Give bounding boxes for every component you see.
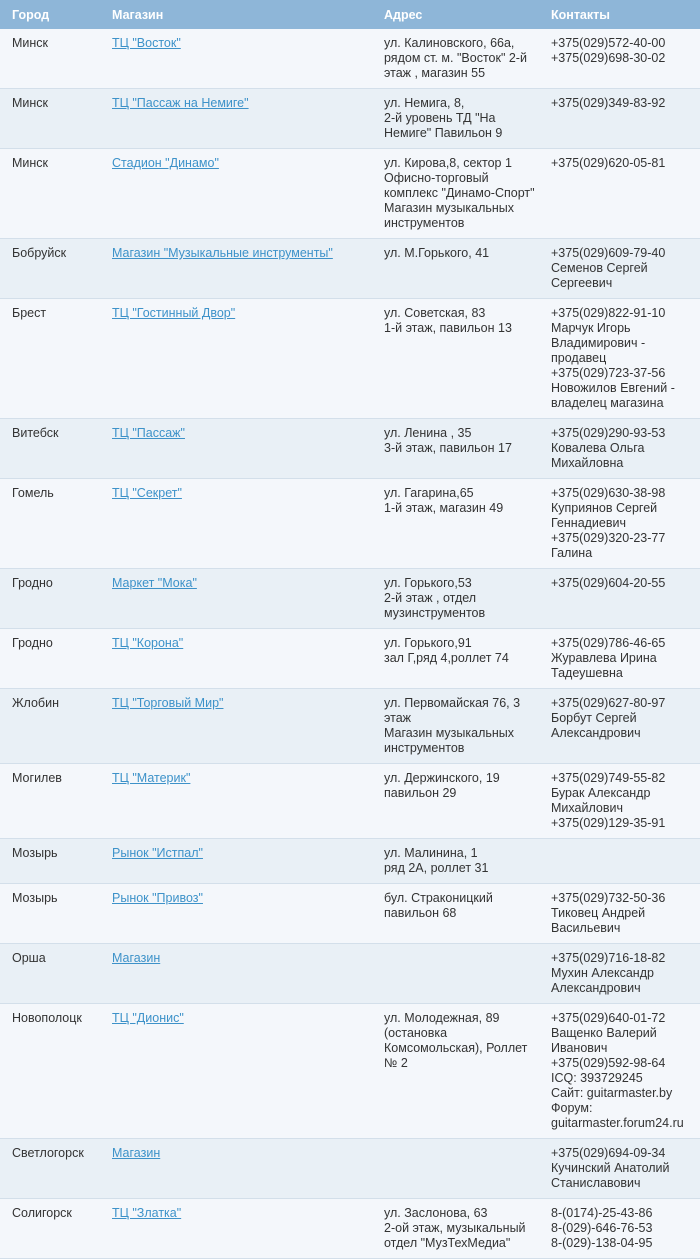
shop-link[interactable]: Магазин "Музыкальные инструменты" [112, 246, 333, 260]
contact-line: +375(029)630-38-98 [551, 486, 666, 500]
contact-line: +375(029)822-91-10 [551, 306, 666, 320]
contacts-cell [539, 764, 700, 839]
address-line: 3-й этаж, павильон 17 [384, 441, 512, 455]
address-line: ул. М.Горького, 41 [384, 246, 490, 260]
city-cell: Могилев [0, 764, 100, 839]
contacts-cell [539, 299, 700, 419]
city-cell: Минск [0, 29, 100, 89]
address-line: отдел "МузТехМедиа" [384, 1236, 511, 1250]
shop-cell [100, 764, 372, 839]
shop-link[interactable]: Магазин [112, 1146, 161, 1160]
contacts-cell [539, 1004, 700, 1139]
address-cell [372, 689, 539, 764]
header-shop: Магазин [100, 0, 372, 29]
address-cell [372, 479, 539, 569]
table-row [0, 1199, 700, 1259]
contact-line: Михайлович [551, 801, 623, 815]
city-cell: Жлобин [0, 689, 100, 764]
table-row [0, 884, 700, 944]
address-line: ул. Малинина, 1 [384, 846, 478, 860]
shop-cell [100, 689, 372, 764]
contacts-cell [539, 29, 700, 89]
shop-link[interactable]: ТЦ "Восток" [112, 36, 181, 50]
address-line: музинструментов [384, 606, 486, 620]
address-line: павильон 29 [384, 786, 457, 800]
contact-line: Михайловна [551, 456, 624, 470]
address-line: зал Г,ряд 4,роллет 74 [384, 651, 509, 665]
address-line: 2-й этаж , отдел [384, 591, 477, 605]
shop-cell [100, 149, 372, 239]
contacts-cell [539, 884, 700, 944]
address-line: павильон 68 [384, 906, 457, 920]
address-line: Комсомольская), Роллет [384, 1041, 528, 1055]
contact-line: 8-(029)-138-04-95 [551, 1236, 653, 1250]
contact-line: Ковалева Ольга [551, 441, 645, 455]
address-line: ул. Кирова,8, сектор 1 [384, 156, 512, 170]
contact-line: +375(029)627-80-97 [551, 696, 666, 710]
table-row [0, 89, 700, 149]
shop-link[interactable]: ТЦ "Секрет" [112, 486, 182, 500]
table-header [0, 0, 700, 29]
table-row [0, 1004, 700, 1139]
shop-link[interactable]: ТЦ "Дионис" [112, 1011, 184, 1025]
address-line: ул. Заслонова, 63 [384, 1206, 488, 1220]
address-line: 1-й этаж, павильон 13 [384, 321, 512, 335]
table-body [0, 29, 700, 1259]
table-row [0, 479, 700, 569]
city-cell: Гомель [0, 479, 100, 569]
contacts-cell [539, 89, 700, 149]
contact-line: Куприянов Сергей [551, 501, 658, 515]
address-line: ряд 2А, роллет 31 [384, 861, 489, 875]
address-cell [372, 89, 539, 149]
address-line: 2-ой этаж, музыкальный [384, 1221, 526, 1235]
contact-line: ICQ: 393729245 [551, 1071, 643, 1085]
address-line: ул. Держинского, 19 [384, 771, 500, 785]
contact-line: Журавлева Ирина [551, 651, 657, 665]
address-line: ул. Калиновского, 66а, [384, 36, 515, 50]
contact-line: Тиковец Андрей [551, 906, 646, 920]
address-cell [372, 419, 539, 479]
contact-line: Иванович [551, 1041, 608, 1055]
contact-line: +375(029)620-05-81 [551, 156, 666, 170]
address-line: ул. Молодежная, 89 [384, 1011, 500, 1025]
city-cell: Солигорск [0, 1199, 100, 1259]
address-cell [372, 884, 539, 944]
contact-line: 8-(0174)-25-43-86 [551, 1206, 653, 1220]
address-line: Магазин музыкальных [384, 201, 515, 215]
address-cell [372, 839, 539, 884]
city-cell: Мозырь [0, 884, 100, 944]
address-line: Офисно-торговый [384, 171, 489, 185]
contact-line: Васильевич [551, 921, 621, 935]
table-row [0, 149, 700, 239]
contact-line: +375(029)349-83-92 [551, 96, 666, 110]
contact-line: Новожилов Евгений - [551, 381, 675, 395]
table-row [0, 29, 700, 89]
shop-cell [100, 884, 372, 944]
address-cell [372, 29, 539, 89]
contact-line: Сергеевич [551, 276, 613, 290]
city-cell: Минск [0, 149, 100, 239]
address-line: комплекс "Динамо-Спорт" [384, 186, 535, 200]
shop-cell [100, 239, 372, 299]
address-cell [372, 1139, 539, 1199]
shop-cell [100, 299, 372, 419]
contacts-cell [539, 419, 700, 479]
contact-line: +375(029)716-18-82 [551, 951, 666, 965]
contact-line: 8-(029)-646-76-53 [551, 1221, 653, 1235]
address-line: инструментов [384, 741, 465, 755]
contacts-cell [539, 689, 700, 764]
table-row [0, 1139, 700, 1199]
table-row [0, 764, 700, 839]
contacts-cell [539, 944, 700, 1004]
contact-line: Семенов Сергей [551, 261, 648, 275]
address-cell [372, 299, 539, 419]
address-line: ул. Первомайская 76, 3 [384, 696, 521, 710]
shop-link[interactable]: Стадион "Динамо" [112, 156, 219, 170]
shop-cell [100, 1139, 372, 1199]
contact-line: +375(029)129-35-91 [551, 816, 666, 830]
shop-link[interactable]: ТЦ "Материк" [112, 771, 191, 785]
header-address: Адрес [372, 0, 539, 29]
contact-line: guitarmaster.forum24.ru [551, 1116, 684, 1130]
contact-line: +375(029)640-01-72 [551, 1011, 666, 1025]
contacts-cell [539, 1199, 700, 1259]
table-row [0, 239, 700, 299]
shop-cell [100, 419, 372, 479]
address-line: Немиге" Павильон 9 [384, 126, 503, 140]
shop-cell [100, 1199, 372, 1259]
contact-line: +375(029)749-55-82 [551, 771, 666, 785]
shop-link[interactable]: Маркет "Мока" [112, 576, 197, 590]
address-line: ул. Немига, 8, [384, 96, 465, 110]
address-line: этаж , магазин 55 [384, 66, 486, 80]
shop-cell [100, 29, 372, 89]
contact-line: +375(029)604-20-55 [551, 576, 666, 590]
contacts-cell [539, 839, 700, 884]
table-row [0, 299, 700, 419]
shop-link[interactable]: ТЦ "Корона" [112, 636, 184, 650]
contacts-cell [539, 1139, 700, 1199]
city-cell: Гродно [0, 629, 100, 689]
contact-line: +375(029)732-50-36 [551, 891, 666, 905]
address-line: ул. Ленина , 35 [384, 426, 472, 440]
table-row [0, 419, 700, 479]
contact-line: Александрович [551, 726, 641, 740]
table-row [0, 944, 700, 1004]
shop-link[interactable]: ТЦ "Пассаж на Немиге" [112, 96, 249, 110]
address-cell [372, 1199, 539, 1259]
contact-line: Бурак Александр [551, 786, 651, 800]
contact-line: +375(029)592-98-64 [551, 1056, 666, 1070]
address-cell [372, 1004, 539, 1139]
city-cell: Витебск [0, 419, 100, 479]
address-line: рядом ст. м. "Восток" 2-й [384, 51, 527, 65]
city-cell: Бобруйск [0, 239, 100, 299]
contacts-cell [539, 149, 700, 239]
header-row [0, 0, 700, 29]
contact-line: Станиславович [551, 1176, 641, 1190]
table-row [0, 629, 700, 689]
shop-cell [100, 1004, 372, 1139]
contact-line: Ващенко Валерий [551, 1026, 657, 1040]
shop-cell [100, 569, 372, 629]
shop-cell [100, 944, 372, 1004]
address-line: инструментов [384, 216, 465, 230]
contacts-cell [539, 569, 700, 629]
city-cell: Орша [0, 944, 100, 1004]
address-line: бул. Страконицкий [384, 891, 493, 905]
address-line: 1-й этаж, магазин 49 [384, 501, 504, 515]
address-line: ул. Советская, 83 [384, 306, 486, 320]
address-cell [372, 569, 539, 629]
city-cell: Минск [0, 89, 100, 149]
contact-line: +375(029)290-93-53 [551, 426, 666, 440]
city-cell: Гродно [0, 569, 100, 629]
contact-line: +375(029)609-79-40 [551, 246, 666, 260]
address-line: 2-й уровень ТД "На [384, 111, 496, 125]
contact-line: +375(029)694-09-34 [551, 1146, 666, 1160]
city-cell: Новополоцк [0, 1004, 100, 1139]
address-cell [372, 629, 539, 689]
contact-line: Мухин Александр [551, 966, 654, 980]
city-cell: Мозырь [0, 839, 100, 884]
city-cell: Светлогорск [0, 1139, 100, 1199]
shop-link[interactable]: ТЦ "Гостинный Двор" [112, 306, 236, 320]
contact-line: Александрович [551, 981, 641, 995]
contact-line: Марчук Игорь [551, 321, 631, 335]
contact-line: +375(029)786-46-65 [551, 636, 666, 650]
shop-cell [100, 839, 372, 884]
address-line: ул. Горького,53 [384, 576, 472, 590]
shop-cell [100, 89, 372, 149]
contacts-cell [539, 629, 700, 689]
address-line: ул. Гагарина,65 [384, 486, 474, 500]
shop-link[interactable]: ТЦ "Торговый Мир" [112, 696, 224, 710]
table-row [0, 569, 700, 629]
table-row [0, 689, 700, 764]
contact-line: Форум: [551, 1101, 593, 1115]
address-line: Магазин музыкальных [384, 726, 515, 740]
contact-line: владелец магазина [551, 396, 664, 410]
contact-line: Галина [551, 546, 593, 560]
shop-cell [100, 479, 372, 569]
shop-link[interactable]: ТЦ "Златка" [112, 1206, 182, 1220]
contact-line: Геннадиевич [551, 516, 627, 530]
contact-line: Сайт: guitarmaster.by [551, 1086, 673, 1100]
contact-line: +375(029)320-23-77 [551, 531, 666, 545]
address-cell [372, 944, 539, 1004]
contact-line: +375(029)698-30-02 [551, 51, 666, 65]
shop-link[interactable]: Рынок "Истпал" [112, 846, 203, 860]
shop-link[interactable]: ТЦ "Пассаж" [112, 426, 185, 440]
contacts-cell [539, 239, 700, 299]
city-cell: Брест [0, 299, 100, 419]
shop-link[interactable]: Магазин [112, 951, 161, 965]
address-line: (остановка [384, 1026, 448, 1040]
shop-cell [100, 629, 372, 689]
address-cell [372, 149, 539, 239]
address-cell [372, 239, 539, 299]
header-contacts: Контакты [539, 0, 700, 29]
contact-line: Тадеушевна [551, 666, 623, 680]
table-row [0, 839, 700, 884]
address-line: ул. Горького,91 [384, 636, 472, 650]
address-line: этаж [384, 711, 412, 725]
contact-line: продавец [551, 351, 607, 365]
header-city: Город [0, 0, 100, 29]
contact-line: Борбут Сергей [551, 711, 637, 725]
contact-line: +375(029)723-37-56 [551, 366, 666, 380]
shop-link[interactable]: Рынок "Привоз" [112, 891, 203, 905]
contact-line: Владимирович - [551, 336, 646, 350]
contact-line: Кучинский Анатолий [551, 1161, 670, 1175]
contact-line: +375(029)572-40-00 [551, 36, 666, 50]
address-line: № 2 [384, 1056, 408, 1070]
contacts-cell [539, 479, 700, 569]
address-cell [372, 764, 539, 839]
